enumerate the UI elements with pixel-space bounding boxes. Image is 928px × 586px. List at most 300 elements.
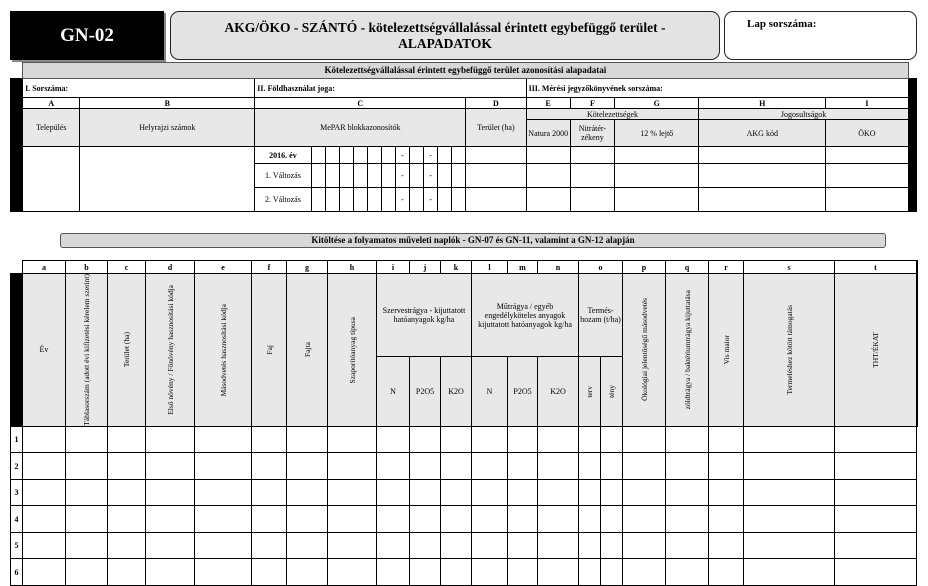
data-cell[interactable] bbox=[472, 532, 508, 559]
header-n: N bbox=[377, 357, 410, 427]
data-cell[interactable] bbox=[666, 506, 709, 533]
page-number-box[interactable] bbox=[724, 11, 917, 60]
data-cell[interactable] bbox=[835, 559, 917, 586]
data-cell[interactable] bbox=[287, 559, 328, 586]
form-code-text: GN-02 bbox=[60, 24, 114, 46]
data-cell[interactable] bbox=[835, 506, 917, 533]
data-cell[interactable] bbox=[328, 479, 377, 506]
row-number: 6 bbox=[11, 559, 23, 586]
data-cell[interactable] bbox=[252, 479, 287, 506]
field-label: Földhasználat joga: bbox=[267, 83, 335, 93]
header-tablaszam-text: Táblasorszám (adott évi kifizetési kérelem szerint) bbox=[82, 274, 91, 426]
header-mutragya: Műtrágya / egyéb engedélyköteles anyagok kijuttatott hatóanyagok kg/ha bbox=[472, 274, 579, 357]
form-title-line1: AKG/ÖKO - SZÁNTÓ - kötelezettségvállalással érintett egybefüggő terület - bbox=[224, 20, 666, 35]
col-letter: q bbox=[666, 261, 709, 274]
header-elso-noveny bbox=[146, 274, 195, 427]
data-cell[interactable] bbox=[601, 559, 623, 586]
header-faj-text: Faj bbox=[264, 345, 274, 355]
cell-akg[interactable] bbox=[699, 147, 826, 164]
col-letter: g bbox=[287, 261, 328, 274]
data-cell[interactable] bbox=[601, 479, 623, 506]
block-cell[interactable] bbox=[410, 147, 424, 164]
header-n: N bbox=[472, 357, 508, 427]
col-letter: f bbox=[252, 261, 287, 274]
data-cell[interactable] bbox=[508, 426, 538, 453]
header-oko: ÖKO bbox=[826, 120, 909, 147]
table-row bbox=[11, 479, 918, 506]
cell-terulet[interactable] bbox=[466, 188, 526, 212]
block-cell[interactable] bbox=[311, 147, 325, 164]
data-cell[interactable] bbox=[287, 479, 328, 506]
cell-oko[interactable] bbox=[826, 188, 909, 212]
field-label: Sorszáma: bbox=[32, 83, 69, 93]
data-cell[interactable] bbox=[195, 506, 252, 533]
data-cell[interactable] bbox=[108, 453, 146, 480]
data-cell[interactable] bbox=[377, 426, 410, 453]
col-letter: o bbox=[579, 261, 623, 274]
data-cell[interactable] bbox=[538, 532, 579, 559]
data-cell[interactable] bbox=[410, 559, 441, 586]
form-title bbox=[170, 11, 720, 60]
section2-table bbox=[10, 260, 918, 586]
data-cell[interactable] bbox=[709, 426, 744, 453]
section1-frame bbox=[10, 62, 917, 222]
block-cell[interactable] bbox=[339, 188, 353, 212]
data-cell[interactable] bbox=[441, 532, 472, 559]
data-cell[interactable] bbox=[666, 559, 709, 586]
data-cell[interactable] bbox=[623, 559, 666, 586]
section2-frame bbox=[10, 260, 917, 577]
table-row bbox=[11, 532, 918, 559]
data-cell[interactable] bbox=[66, 559, 108, 586]
row-label-valtozas1: 1. Változás bbox=[255, 164, 311, 188]
header-terulet-text: Terület (ha) bbox=[122, 332, 131, 368]
data-cell[interactable] bbox=[377, 559, 410, 586]
block-cell[interactable] bbox=[381, 188, 395, 212]
row-label-2016: 2016. év bbox=[255, 147, 311, 164]
block-cell[interactable] bbox=[353, 188, 367, 212]
header-tht bbox=[835, 274, 917, 427]
header-szaporito-text: Szaporítóanyag típusa bbox=[347, 316, 357, 384]
data-cell[interactable] bbox=[287, 506, 328, 533]
data-cell[interactable] bbox=[601, 453, 623, 480]
data-cell[interactable] bbox=[108, 532, 146, 559]
col-letter: i bbox=[377, 261, 410, 274]
page-number-label: Lap sorszáma: bbox=[747, 18, 817, 30]
block-cell[interactable] bbox=[381, 164, 395, 188]
data-cell[interactable] bbox=[146, 506, 195, 533]
data-cell[interactable] bbox=[709, 479, 744, 506]
data-cell[interactable] bbox=[709, 453, 744, 480]
data-cell[interactable] bbox=[108, 479, 146, 506]
header-natura: Natura 2000 bbox=[526, 120, 570, 147]
block-cell[interactable] bbox=[438, 147, 452, 164]
data-cell[interactable] bbox=[538, 426, 579, 453]
data-cell[interactable] bbox=[472, 426, 508, 453]
col-letter: d bbox=[146, 261, 195, 274]
block-cell[interactable] bbox=[438, 188, 452, 212]
header-szerves: Szervestrágya - kijuttatott hatóanyagok kg/ha bbox=[377, 274, 472, 357]
data-cell[interactable] bbox=[709, 559, 744, 586]
table-row bbox=[11, 506, 918, 533]
data-cell[interactable] bbox=[441, 426, 472, 453]
cell-lejto[interactable] bbox=[615, 147, 699, 164]
header-p2o5: P2O5 bbox=[410, 357, 441, 427]
header-tht-text: THT/ÉKAT bbox=[871, 331, 880, 368]
data-cell[interactable] bbox=[538, 453, 579, 480]
data-cell[interactable] bbox=[835, 479, 917, 506]
data-cell[interactable] bbox=[623, 479, 666, 506]
data-cell[interactable] bbox=[195, 453, 252, 480]
data-cell[interactable] bbox=[441, 506, 472, 533]
header-masodvetes-text: Másodvetés hasznosítási kódja bbox=[218, 303, 228, 397]
header-mepar: MePAR blokkazonosítók bbox=[255, 109, 466, 147]
data-cell[interactable] bbox=[666, 479, 709, 506]
block-cell[interactable]: - bbox=[395, 164, 409, 188]
data-cell[interactable] bbox=[328, 426, 377, 453]
header-terv bbox=[579, 357, 601, 427]
col-letter: h bbox=[328, 261, 377, 274]
data-cell[interactable] bbox=[66, 479, 108, 506]
header-szaporito bbox=[328, 274, 377, 427]
data-cell[interactable] bbox=[410, 506, 441, 533]
data-cell[interactable] bbox=[472, 479, 508, 506]
cell-nitrat[interactable] bbox=[570, 188, 614, 212]
data-cell[interactable] bbox=[579, 532, 601, 559]
data-cell[interactable] bbox=[579, 559, 601, 586]
block-cell[interactable] bbox=[353, 147, 367, 164]
data-cell[interactable] bbox=[66, 426, 108, 453]
table-row bbox=[11, 453, 918, 480]
left-margin-header bbox=[11, 274, 23, 427]
cell-natura[interactable] bbox=[526, 188, 570, 212]
data-cell[interactable] bbox=[623, 453, 666, 480]
header-termeleshez-text: Termeléshez kötött támogatás bbox=[784, 305, 794, 395]
header-teny-text: tény bbox=[607, 384, 616, 398]
data-cell[interactable] bbox=[410, 426, 441, 453]
col-letter: B bbox=[80, 98, 255, 109]
data-cell[interactable] bbox=[377, 532, 410, 559]
data-cell[interactable] bbox=[579, 479, 601, 506]
data-cell[interactable] bbox=[744, 506, 835, 533]
data-cell[interactable] bbox=[146, 559, 195, 586]
data-cell[interactable] bbox=[195, 479, 252, 506]
field-sorszama[interactable] bbox=[23, 79, 255, 98]
header-helyrajzi: Helyrajzi számok bbox=[80, 109, 255, 147]
data-cell[interactable] bbox=[23, 559, 66, 586]
data-cell[interactable] bbox=[623, 426, 666, 453]
header-vis bbox=[709, 274, 744, 427]
block-cell[interactable] bbox=[452, 188, 466, 212]
data-cell[interactable] bbox=[328, 532, 377, 559]
data-cell[interactable] bbox=[709, 506, 744, 533]
cell-terulet[interactable] bbox=[466, 164, 526, 188]
block-cell[interactable] bbox=[367, 164, 381, 188]
data-cell[interactable] bbox=[252, 559, 287, 586]
data-cell[interactable] bbox=[744, 559, 835, 586]
cell-telepules[interactable] bbox=[23, 147, 80, 212]
row-label-valtozas2: 2. Változás bbox=[255, 188, 311, 212]
field-label: Mérési jegyzőkönyvének sorszáma: bbox=[541, 83, 663, 93]
data-cell[interactable] bbox=[601, 506, 623, 533]
col-letter: a bbox=[23, 261, 66, 274]
cell-oko[interactable] bbox=[826, 147, 909, 164]
block-cell[interactable]: - bbox=[424, 164, 438, 188]
data-cell[interactable] bbox=[23, 479, 66, 506]
cell-lejto[interactable] bbox=[615, 164, 699, 188]
block-cell[interactable] bbox=[339, 164, 353, 188]
field-foldhasznalat[interactable] bbox=[255, 79, 526, 98]
col-letter: F bbox=[570, 98, 614, 109]
group-jogosultsagok: Jogosultságok bbox=[699, 109, 908, 120]
data-cell[interactable] bbox=[287, 453, 328, 480]
col-letter: t bbox=[835, 261, 917, 274]
header-lejto: 12 % lejtő bbox=[615, 120, 699, 147]
data-cell[interactable] bbox=[146, 453, 195, 480]
data-cell[interactable] bbox=[744, 532, 835, 559]
header-okologiai bbox=[623, 274, 666, 427]
section2-heading: Kitöltése a folyamatos műveleti naplók - GN-07 és GN-11, valamint a GN-12 alapján bbox=[60, 233, 886, 248]
col-letter: A bbox=[23, 98, 80, 109]
data-cell[interactable] bbox=[108, 506, 146, 533]
data-cell[interactable] bbox=[666, 532, 709, 559]
block-cell[interactable] bbox=[410, 164, 424, 188]
data-cell[interactable] bbox=[508, 506, 538, 533]
block-cell[interactable] bbox=[339, 147, 353, 164]
data-cell[interactable] bbox=[252, 426, 287, 453]
block-cell[interactable] bbox=[410, 188, 424, 212]
header-p2o5: P2O5 bbox=[508, 357, 538, 427]
data-cell[interactable] bbox=[472, 453, 508, 480]
data-rows bbox=[11, 426, 918, 585]
header-faj bbox=[252, 274, 287, 427]
data-cell[interactable] bbox=[835, 532, 917, 559]
data-cell[interactable] bbox=[252, 453, 287, 480]
form-title-line2: ALAPADATOK bbox=[398, 36, 492, 51]
data-cell[interactable] bbox=[377, 453, 410, 480]
block-cell[interactable] bbox=[452, 147, 466, 164]
header-okologiai-text: Ökológiai jelentőségű másodvetés bbox=[639, 298, 649, 402]
header-teny bbox=[601, 357, 623, 427]
data-cell[interactable] bbox=[108, 559, 146, 586]
header-zoldtragya bbox=[666, 274, 709, 427]
block-cell[interactable] bbox=[452, 164, 466, 188]
data-cell[interactable] bbox=[623, 532, 666, 559]
row-number: 1 bbox=[11, 426, 23, 453]
block-cell[interactable] bbox=[367, 188, 381, 212]
block-cell[interactable] bbox=[381, 147, 395, 164]
col-letter: E bbox=[526, 98, 570, 109]
row-number: 2 bbox=[11, 453, 23, 480]
group-kotelezettsegek: Kötelezettségek bbox=[526, 109, 699, 120]
header-tablaszam bbox=[66, 274, 108, 427]
header-fajta bbox=[287, 274, 328, 427]
data-cell[interactable] bbox=[195, 532, 252, 559]
data-cell[interactable] bbox=[709, 532, 744, 559]
field-num: III. bbox=[528, 83, 540, 93]
data-cell[interactable] bbox=[23, 453, 66, 480]
col-letter: G bbox=[615, 98, 699, 109]
cell-lejto[interactable] bbox=[615, 188, 699, 212]
data-cell[interactable] bbox=[441, 559, 472, 586]
header-akg: AKG kód bbox=[699, 120, 826, 147]
cell-terulet[interactable] bbox=[466, 147, 526, 164]
row-number: 3 bbox=[11, 479, 23, 506]
header-terulet bbox=[108, 274, 146, 427]
header-telepules: Település bbox=[23, 109, 80, 147]
header-terulet: Terület (ha) bbox=[466, 109, 526, 147]
block-cell[interactable]: - bbox=[395, 188, 409, 212]
cell-nitrat[interactable] bbox=[570, 164, 614, 188]
data-cell[interactable] bbox=[538, 559, 579, 586]
data-cell[interactable] bbox=[66, 506, 108, 533]
right-margin bbox=[917, 261, 918, 427]
data-cell[interactable] bbox=[441, 479, 472, 506]
data-cell[interactable] bbox=[441, 453, 472, 480]
col-letter: c bbox=[108, 261, 146, 274]
header-nitrat: Nitrátér-zékeny bbox=[570, 120, 614, 147]
header-termeleshez bbox=[744, 274, 835, 427]
data-cell[interactable] bbox=[328, 506, 377, 533]
header-zoldtragya-text: zöldtrágya / baktériumtrágya kijuttatása bbox=[682, 290, 692, 410]
data-cell[interactable] bbox=[23, 532, 66, 559]
data-cell[interactable] bbox=[328, 453, 377, 480]
col-letter: D bbox=[466, 98, 526, 109]
data-cell[interactable] bbox=[601, 426, 623, 453]
header-terv-text: terv bbox=[585, 385, 594, 398]
block-cell[interactable]: - bbox=[424, 147, 438, 164]
block-cell[interactable] bbox=[325, 147, 339, 164]
col-letter: n bbox=[538, 261, 579, 274]
col-letter: I bbox=[826, 98, 909, 109]
col-letter: j bbox=[410, 261, 441, 274]
block-cell[interactable] bbox=[325, 164, 339, 188]
row-number: 4 bbox=[11, 506, 23, 533]
data-cell[interactable] bbox=[410, 532, 441, 559]
data-cell[interactable] bbox=[195, 426, 252, 453]
data-cell[interactable] bbox=[579, 453, 601, 480]
header-vis-text: Vis maior bbox=[721, 335, 731, 365]
cell-natura[interactable] bbox=[526, 164, 570, 188]
data-cell[interactable] bbox=[508, 559, 538, 586]
data-cell[interactable] bbox=[66, 532, 108, 559]
data-cell[interactable] bbox=[328, 559, 377, 586]
data-cell[interactable] bbox=[538, 506, 579, 533]
data-cell[interactable] bbox=[508, 532, 538, 559]
data-cell[interactable] bbox=[472, 506, 508, 533]
data-cell[interactable] bbox=[195, 559, 252, 586]
data-cell[interactable] bbox=[252, 532, 287, 559]
header-fajta-text: Fajta bbox=[302, 342, 312, 358]
block-cell[interactable]: - bbox=[424, 188, 438, 212]
data-cell[interactable] bbox=[508, 453, 538, 480]
data-cell[interactable] bbox=[66, 453, 108, 480]
cell-helyrajzi[interactable] bbox=[80, 147, 255, 212]
table-row bbox=[11, 426, 918, 453]
data-cell[interactable] bbox=[252, 506, 287, 533]
block-cell[interactable] bbox=[325, 188, 339, 212]
cell-natura[interactable] bbox=[526, 147, 570, 164]
col-letter: r bbox=[709, 261, 744, 274]
cell-oko[interactable] bbox=[826, 164, 909, 188]
data-cell[interactable] bbox=[666, 426, 709, 453]
data-cell[interactable] bbox=[835, 453, 917, 480]
header-masodvetes bbox=[195, 274, 252, 427]
data-cell[interactable] bbox=[623, 506, 666, 533]
data-cell[interactable] bbox=[835, 426, 917, 453]
data-cell[interactable] bbox=[410, 479, 441, 506]
data-cell[interactable] bbox=[472, 559, 508, 586]
block-cell[interactable] bbox=[353, 164, 367, 188]
block-cell[interactable] bbox=[367, 147, 381, 164]
right-margin bbox=[908, 79, 916, 212]
data-cell[interactable] bbox=[601, 532, 623, 559]
col-letter: s bbox=[744, 261, 835, 274]
data-cell[interactable] bbox=[287, 532, 328, 559]
col-letter: C bbox=[255, 98, 466, 109]
col-letter: k bbox=[441, 261, 472, 274]
block-cell[interactable] bbox=[311, 164, 325, 188]
data-cell[interactable] bbox=[146, 479, 195, 506]
field-num: I. bbox=[25, 83, 31, 93]
cell-akg[interactable] bbox=[699, 188, 826, 212]
col-letter: p bbox=[623, 261, 666, 274]
header-elso-noveny-text: Első növény / Főnövény hasznosítási kódja bbox=[165, 285, 175, 415]
header-termes: Termés-hozam (t/ha) bbox=[579, 274, 623, 357]
row-number: 5 bbox=[11, 532, 23, 559]
data-cell[interactable] bbox=[23, 426, 66, 453]
data-cell[interactable] bbox=[23, 506, 66, 533]
block-cell[interactable]: - bbox=[395, 147, 409, 164]
data-cell[interactable] bbox=[146, 532, 195, 559]
left-margin bbox=[11, 79, 23, 212]
col-letter: H bbox=[699, 98, 826, 109]
data-cell[interactable] bbox=[744, 479, 835, 506]
data-cell[interactable] bbox=[744, 453, 835, 480]
table-row bbox=[11, 559, 918, 586]
header-k2o: K2O bbox=[441, 357, 472, 427]
corner bbox=[11, 261, 23, 274]
data-cell[interactable] bbox=[287, 426, 328, 453]
header-k2o: K2O bbox=[538, 357, 579, 427]
data-cell[interactable] bbox=[666, 453, 709, 480]
header-ev: Év bbox=[23, 274, 66, 427]
field-num: II. bbox=[257, 83, 266, 93]
block-cell[interactable] bbox=[311, 188, 325, 212]
field-meresi[interactable] bbox=[526, 79, 908, 98]
data-cell[interactable] bbox=[579, 506, 601, 533]
data-cell[interactable] bbox=[538, 479, 579, 506]
col-letter: l bbox=[472, 261, 508, 274]
form-code bbox=[10, 11, 164, 60]
data-cell[interactable] bbox=[377, 506, 410, 533]
data-cell[interactable] bbox=[508, 479, 538, 506]
data-cell[interactable] bbox=[108, 426, 146, 453]
section1-table bbox=[10, 62, 917, 212]
cell-nitrat[interactable] bbox=[570, 147, 614, 164]
col-letter: m bbox=[508, 261, 538, 274]
data-cell[interactable] bbox=[146, 426, 195, 453]
section1-heading: Kötelezettségvállalással érintett egybefüggő terület azonosítási alapadatai bbox=[23, 63, 909, 79]
cell-akg[interactable] bbox=[699, 164, 826, 188]
data-cell[interactable] bbox=[410, 453, 441, 480]
col-letter: e bbox=[195, 261, 252, 274]
col-letter: b bbox=[66, 261, 108, 274]
data-cell[interactable] bbox=[744, 426, 835, 453]
block-cell[interactable] bbox=[438, 164, 452, 188]
data-cell[interactable] bbox=[579, 426, 601, 453]
data-cell[interactable] bbox=[377, 479, 410, 506]
